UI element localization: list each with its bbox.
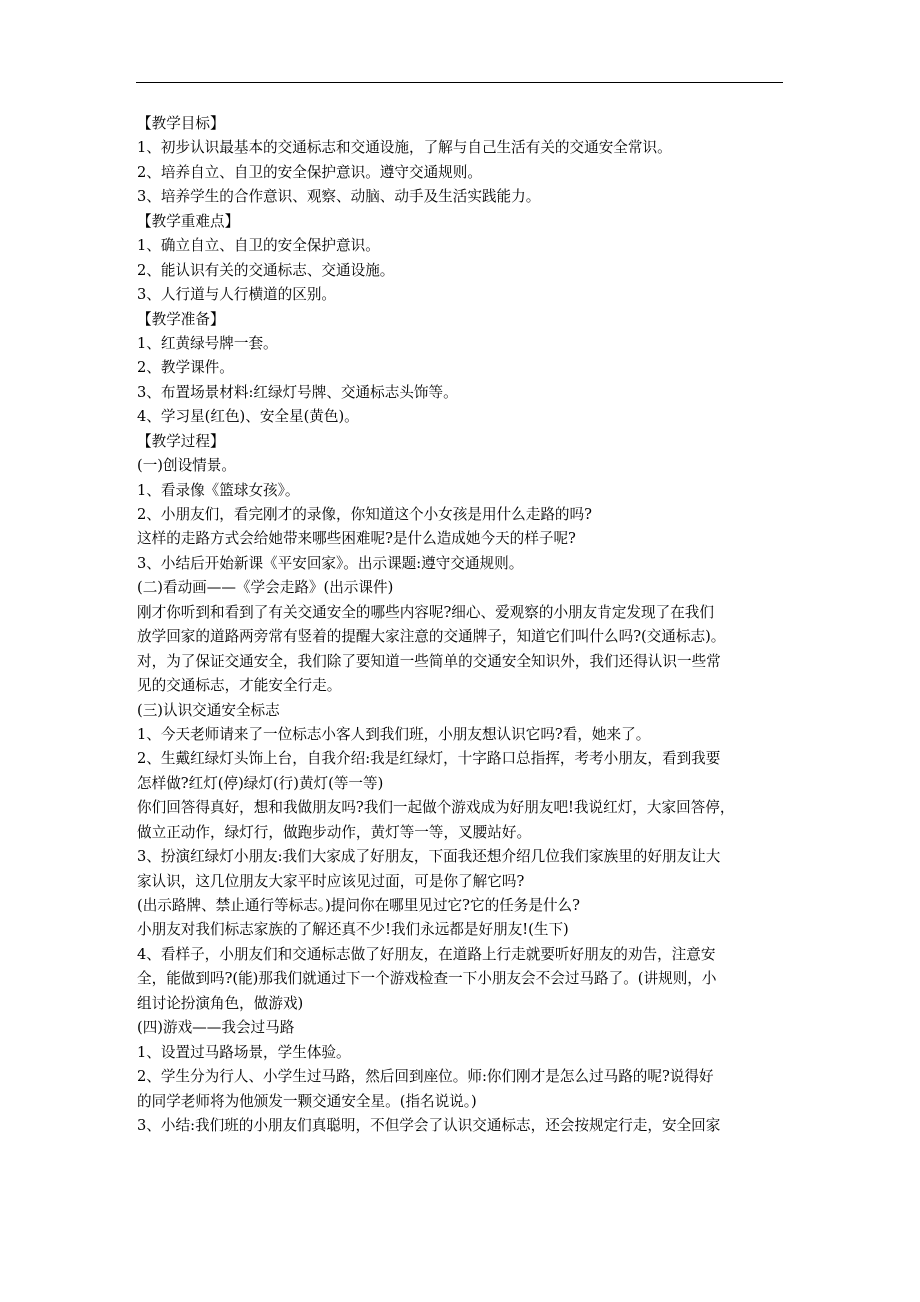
text-line: 1、看录像《篮球女孩》。 bbox=[137, 481, 300, 499]
text-line: 放学回家的道路两旁常有竖着的提醒大家注意的交通牌子，知道它们叫什么吗?(交通标志)。 bbox=[137, 628, 726, 646]
text-line: 4、看样子，小朋友们和交通标志做了好朋友，在道路上行走就要听好朋友的劝告，注意安 bbox=[137, 945, 716, 963]
text-line: 做立正动作，绿灯行，做跑步动作，黄灯等一等，叉腰站好。 bbox=[137, 823, 532, 841]
text-line: 4、学习星(红色)、安全星(黄色)。 bbox=[137, 408, 359, 426]
text-line: 家认识，这几位朋友大家平时应该见过面，可是你了解它吗? bbox=[137, 872, 525, 890]
text-line: 3、人行道与人行横道的区别。 bbox=[137, 286, 337, 304]
text-line: 2、能认识有关的交通标志、交通设施。 bbox=[137, 261, 395, 279]
text-line: 1、设置过马路场景，学生体验。 bbox=[137, 1043, 351, 1061]
text-line: 对，为了保证交通安全，我们除了要知道一些简单的交通安全知识外，我们还得认识一些常 bbox=[137, 652, 721, 670]
text-line: 小朋友对我们标志家族的了解还真不少!我们永远都是好朋友!(生下) bbox=[137, 921, 569, 939]
text-line: (一)创设情景。 bbox=[137, 457, 236, 475]
text-line: 【教学准备】 bbox=[137, 310, 225, 328]
text-line: 2、生戴红绿灯头饰上台，自我介绍:我是红绿灯，十字路口总指挥，考考小朋友，看到我要 bbox=[137, 750, 721, 768]
text-line: 你们回答得真好，想和我做朋友吗?我们一起做个游戏成为好朋友吧!我说红灯，大家回答停， bbox=[137, 799, 735, 817]
text-line: 刚才你听到和看到了有关交通安全的哪些内容呢?细心、爱观察的小朋友肯定发现了在我们 bbox=[137, 603, 714, 621]
text-line: 1、红黄绿号牌一套。 bbox=[137, 334, 278, 352]
text-line: 全，能做到吗?(能)那我们就通过下一个游戏检查一下小朋友会不会过马路了。(讲规则，小 bbox=[137, 970, 717, 988]
text-line: 【教学重难点】 bbox=[137, 212, 240, 230]
document-body bbox=[137, 112, 787, 1138]
text-line: 3、培养学生的合作意识、观察、动脑、动手及生活实践能力。 bbox=[137, 188, 541, 206]
text-line: 2、学生分为行人、小学生过马路，然后回到座位。师:你们刚才是怎么过马路的呢?说得好 bbox=[137, 1068, 714, 1086]
text-line: 见的交通标志，才能安全行走。 bbox=[137, 677, 342, 695]
text-line: 怎样做?红灯(停)绿灯(行)黄灯(等一等) bbox=[137, 774, 384, 792]
text-line: 1、初步认识最基本的交通标志和交通设施，了解与自己生活有关的交通安全常识。 bbox=[137, 139, 672, 157]
text-line: 3、扮演红绿灯小朋友:我们大家成了好朋友，下面我还想介绍几位我们家族里的好朋友让大 bbox=[137, 848, 721, 866]
text-line: 组讨论扮演角色，做游戏) bbox=[137, 994, 304, 1012]
text-line: 2、小朋友们，看完刚才的录像，你知道这个小女孩是用什么走路的吗? bbox=[137, 506, 592, 523]
text-line: 2、培养自立、自卫的安全保护意识。遵守交通规则。 bbox=[137, 163, 482, 181]
text-line: 2、教学课件。 bbox=[137, 359, 234, 377]
text-line: 3、小结:我们班的小朋友们真聪明，不但学会了认识交通标志，还会按规定行走，安全回家 bbox=[137, 1116, 721, 1134]
text-line: 1、确立自立、自卫的安全保护意识。 bbox=[137, 237, 380, 255]
text-line: 【教学目标】 bbox=[137, 115, 225, 132]
text-line: (三)认识交通安全标志 bbox=[137, 701, 280, 719]
text-line: (二)看动画——《学会走路》(出示课件) bbox=[137, 579, 394, 597]
text-line: 3、小结后开始新课《平安回家》。出示课题:遵守交通规则。 bbox=[137, 554, 524, 572]
text-line: (出示路牌、禁止通行等标志。)提问你在哪里见过它?它的任务是什么? bbox=[137, 897, 580, 914]
text-line: 这样的走路方式会给她带来哪些困难呢?是什么造成她今天的样子呢? bbox=[137, 530, 576, 548]
text-line: (四)游戏——我会过马路 bbox=[137, 1019, 295, 1037]
text-line: 的同学老师将为他颁发一颗交通安全星。(指名说说。) bbox=[137, 1092, 477, 1110]
text-line: 1、今天老师请来了一位标志小客人到我们班，小朋友想认识它吗?看，她来了。 bbox=[137, 725, 651, 743]
text-line: 【教学过程】 bbox=[137, 432, 225, 450]
text-line: 3、布置场景材料:红绿灯号牌、交通标志头饰等。 bbox=[137, 383, 458, 401]
header-rule bbox=[136, 82, 783, 83]
